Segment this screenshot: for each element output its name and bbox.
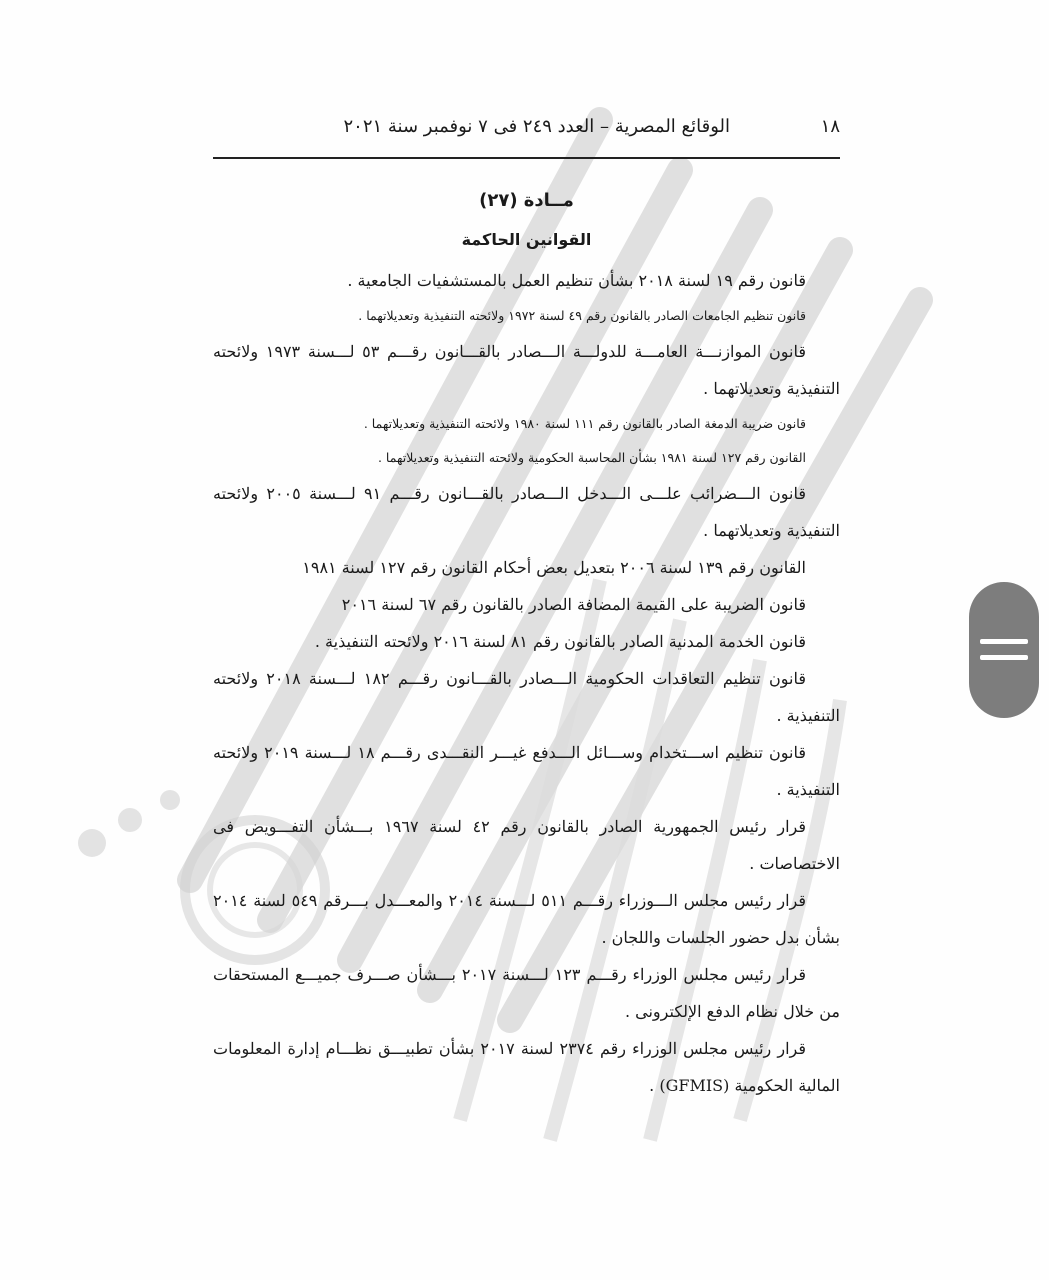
law-paragraph: قانون رقم ١٩ لسنة ٢٠١٨ بشأن تنظيم العمل بالمستشفيات الجامعية . bbox=[347, 271, 806, 290]
menu-button[interactable] bbox=[969, 582, 1039, 718]
law-paragraph: القانون رقم ١٢٧ لسنة ١٩٨١ بشأن المحاسبة الحكومية ولائحته التنفيذية وتعديلاتهما . bbox=[377, 450, 806, 465]
gazette-header-title: الوقائع المصرية – العدد ٢٤٩ فى ٧ نوفمبر سنة ٢٠٢١ bbox=[343, 116, 730, 137]
law-paragraph: قانون تنظيم اســـتخدام وســـائل الـــدفع غيـــر النقـــدى رقـــم ١٨ لـــسنة ٢٠١٩ ولائحته التنفيذية . bbox=[213, 743, 840, 799]
article-body bbox=[213, 262, 840, 1104]
page-header bbox=[213, 116, 840, 146]
law-paragraph: قرار رئيس مجلس الوزراء رقم ٢٣٧٤ لسنة ٢٠١٧ بشأن تطبيـــق نظـــام إدارة المعلومات المالية الحكومية (GFMIS) . bbox=[213, 1039, 840, 1095]
page-number: ١٨ bbox=[820, 116, 840, 137]
law-paragraph: قانون الخدمة المدنية الصادر بالقانون رقم ٨١ لسنة ٢٠١٦ ولائحته التنفيذية . bbox=[314, 632, 806, 651]
law-paragraph: قانون الموازنـــة العامـــة للدولـــة الـــصادر بالقـــانون رقـــم ٥٣ لـــسنة ١٩٧٣ ولائحته التنفيذية وتعديلاتهما . bbox=[213, 342, 840, 398]
law-paragraph: قانون الـــضرائب علـــى الـــدخل الـــصادر بالقـــانون رقـــم ٩١ لـــسنة ٢٠٠٥ ولائحته التنفيذية وتعديلاتهما . bbox=[213, 484, 840, 540]
law-paragraph: قانون ضريبة الدمغة الصادر بالقانون رقم ١١١ لسنة ١٩٨٠ ولائحته التنفيذية وتعديلاتهما . bbox=[363, 416, 806, 431]
law-paragraph: قانون الضريبة على القيمة المضافة الصادر بالقانون رقم ٦٧ لسنة ٢٠١٦ bbox=[341, 595, 806, 614]
law-paragraph: قرار رئيس مجلس الـــوزراء رقـــم ٥١١ لـــسنة ٢٠١٤ والمعـــدل بـــرقم ٥٤٩ لسنة ٢٠١٤ بشأن بدل حضور الجلسات واللجان . bbox=[213, 891, 840, 947]
law-paragraph: قانون تنظيم الجامعات الصادر بالقانون رقم ٤٩ لسنة ١٩٧٢ ولائحته التنفيذية وتعديلاتهما . bbox=[358, 308, 806, 323]
hamburger-menu-icon bbox=[980, 639, 1028, 661]
law-paragraph: قانون تنظيم التعاقدات الحكومية الـــصادر بالقـــانون رقـــم ١٨٢ لـــسنة ٢٠١٨ ولائحته التنفيذية . bbox=[213, 669, 840, 725]
law-paragraph: القانون رقم ١٣٩ لسنة ٢٠٠٦ بتعديل بعض أحكام القانون رقم ١٢٧ لسنة ١٩٨١ bbox=[302, 558, 806, 577]
law-paragraph: قرار رئيس مجلس الوزراء رقـــم ١٢٣ لـــسنة ٢٠١٧ بـــشأن صـــرف جميـــع المستحقات من خلال نظام الدفع الإلكترونى . bbox=[213, 965, 840, 1021]
law-paragraph: قرار رئيس الجمهورية الصادر بالقانون رقم ٤٢ لسنة ١٩٦٧ بـــشأن التفـــويض فى الاختصاصات . bbox=[213, 817, 840, 873]
header-divider bbox=[213, 157, 840, 159]
article-title: مــادة (٢٧) bbox=[479, 190, 574, 211]
section-title: القوانين الحاكمة bbox=[461, 230, 592, 249]
